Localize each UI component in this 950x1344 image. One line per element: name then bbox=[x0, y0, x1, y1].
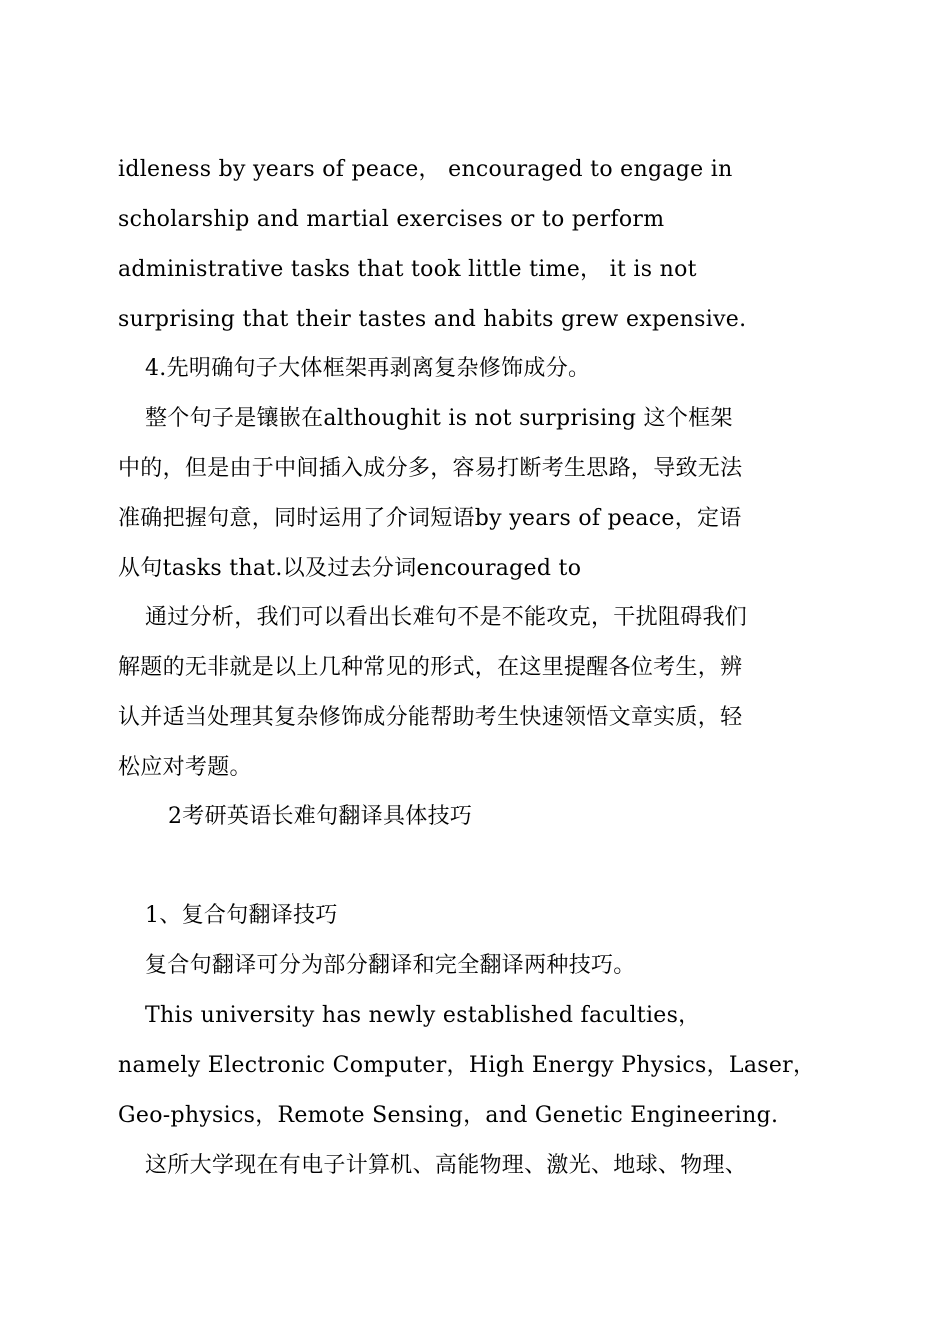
paragraph-line: 通过分析，我们可以看出长难句不是不能攻克，干扰阻碍我们 bbox=[145, 605, 748, 630]
paragraph-line: administrative tasks that took little time， it is not bbox=[118, 257, 697, 282]
paragraph-line: 松应对考题。 bbox=[118, 755, 252, 780]
paragraph-line: 从句tasks that.以及过去分词encouraged to bbox=[118, 556, 582, 581]
paragraph-line: 解题的无非就是以上几种常见的形式，在这里提醒各位考生，辨 bbox=[118, 655, 743, 680]
paragraph-line: 整个句子是镶嵌在althoughit is not surprising 这个框架 bbox=[145, 406, 733, 431]
paragraph-line: 准确把握句意，同时运用了介词短语by years of peace，定语 bbox=[118, 506, 742, 531]
subsection-heading: 1、复合句翻译技巧 bbox=[145, 903, 338, 928]
example-sentence-line: This university has newly established faculties， bbox=[145, 1003, 701, 1028]
paragraph-line: surprising that their tastes and habits grew expensive. bbox=[118, 307, 747, 332]
paragraph-line: 中的，但是由于中间插入成分多，容易打断考生思路，导致无法 bbox=[118, 456, 743, 481]
paragraph-line: idleness by years of peace， encouraged to engage in bbox=[118, 157, 733, 182]
numbered-point-heading: 4.先明确句子大体框架再剥离复杂修饰成分。 bbox=[145, 356, 591, 381]
paragraph-line: 认并适当处理其复杂修饰成分能帮助考生快速领悟文章实质，轻 bbox=[118, 705, 743, 730]
example-sentence-line: Geo-physics，Remote Sensing，and Genetic Engineering. bbox=[118, 1103, 779, 1128]
paragraph-line: 复合句翻译可分为部分翻译和完全翻译两种技巧。 bbox=[145, 953, 636, 978]
translation-line: 这所大学现在有电子计算机、高能物理、激光、地球、物理、 bbox=[145, 1153, 748, 1178]
paragraph-line: scholarship and martial exercises or to perform bbox=[118, 207, 665, 232]
section-heading: 2考研英语长难句翻译具体技巧 bbox=[168, 804, 473, 829]
example-sentence-line: namely Electronic Computer，High Energy Physics，Laser， bbox=[118, 1053, 816, 1078]
